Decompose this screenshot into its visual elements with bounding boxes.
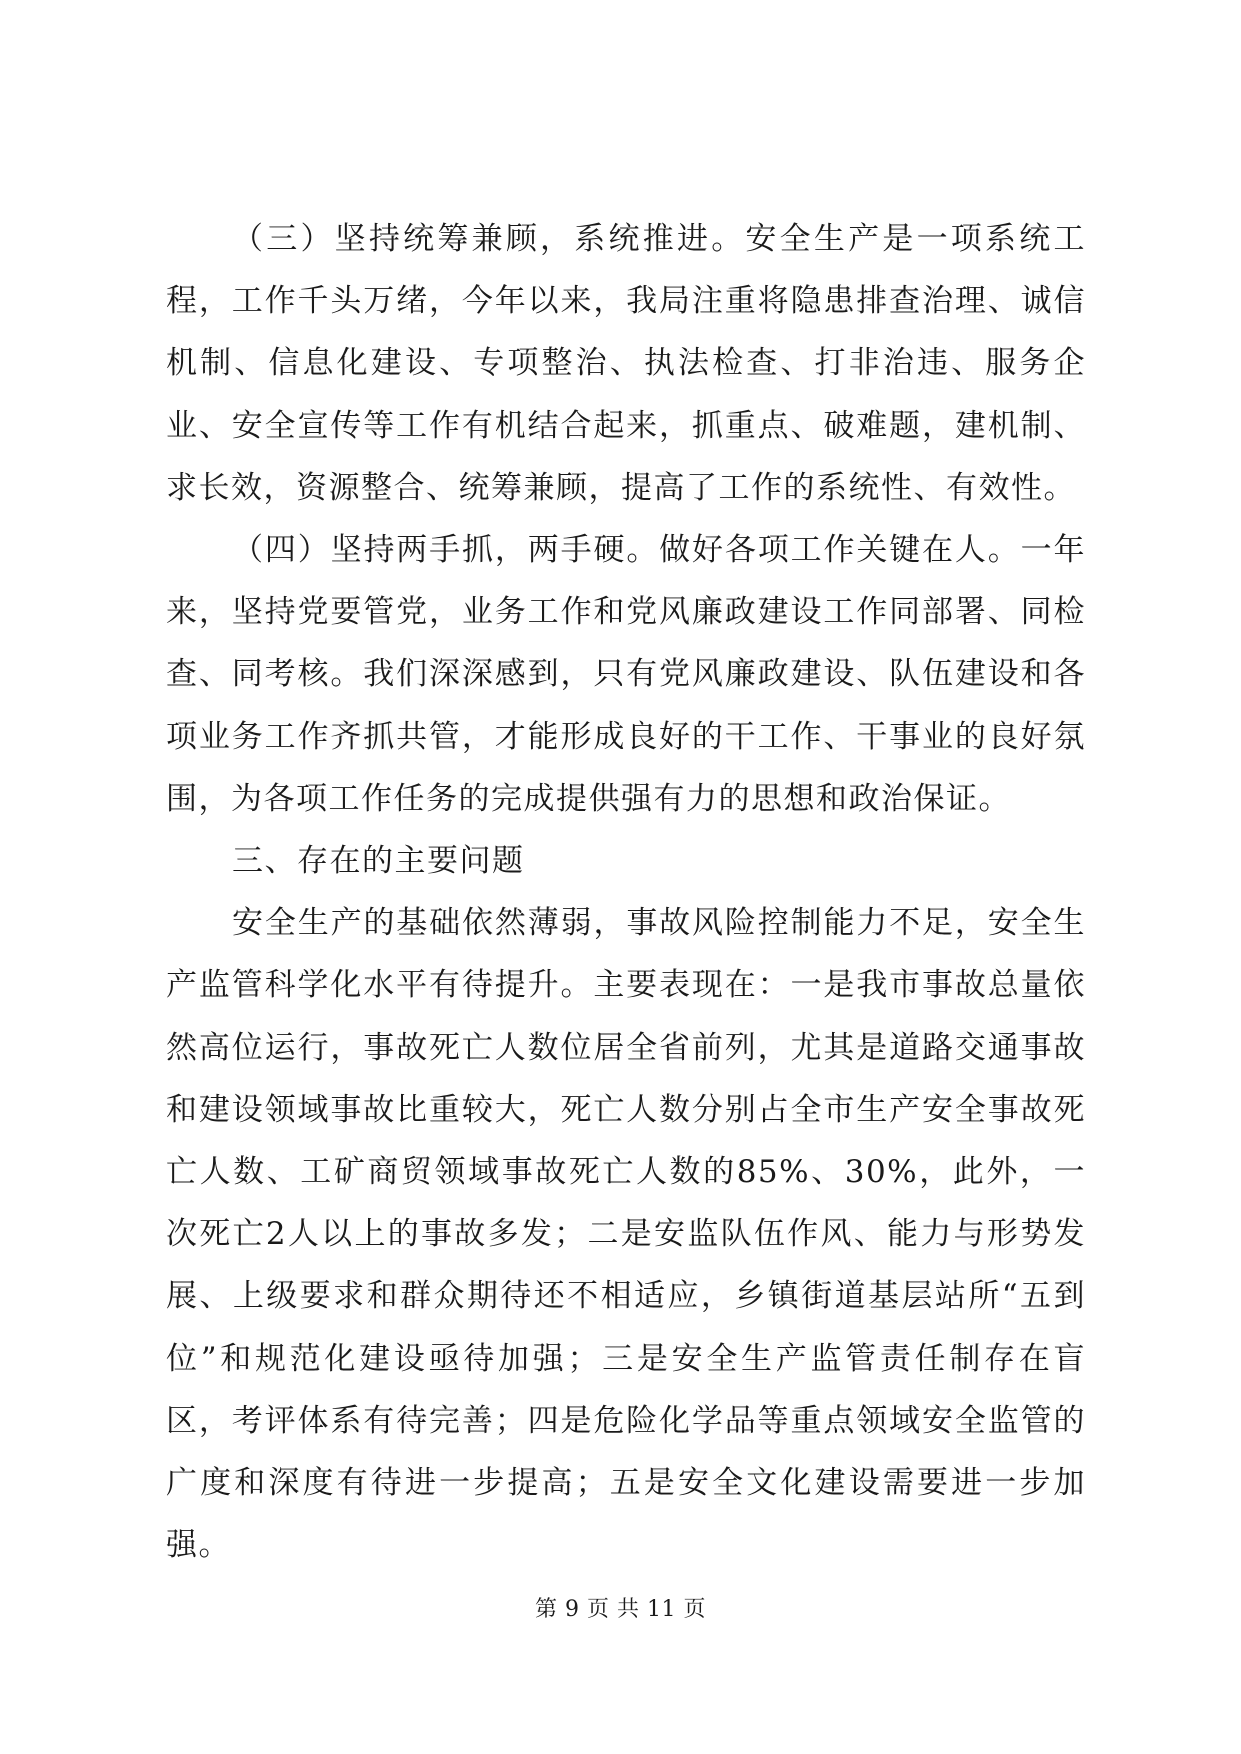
section-heading-problems: 三、存在的主要问题 [232, 843, 525, 880]
page-footer: 第 9 页 共 11 页 [535, 1597, 706, 1622]
document-body [166, 208, 1086, 1576]
paragraph-two-hands: （四）坚持两手抓，两手硬。做好各项工作关键在人。一年来，坚持党要管党，业务工作和党风廉政建设工作同部署、同检查、同考核。我们深深感到，只有党风廉政建设、队伍建设和各项业务工作齐抓共管，才能形成良好的干工作、干事业的良好氛围，为各项工作任务的完成提供强有力的思想和政治保证。 [166, 532, 1086, 817]
paragraph-problems: 安全生产的基础依然薄弱，事故风险控制能力不足，安全生产监管科学化水平有待提升。主要表现在：一是我市事故总量依然高位运行，事故死亡人数位居全省前列，尤其是道路交通事故和建设领域事故比重较大，死亡人数分别占全市生产安全事故死亡人数、工矿商贸领域事故死亡人数的85%、30%，此外，一次死亡2人以上的事故多发；二是安监队伍作风、能力与形势发展、上级要求和群众期待还不相适应，乡镇街道基层站所“五到位”和规范化建设亟待加强；三是安全生产监管责任制存在盲区，考评体系有待完善；四是危险化学品等重点领域安全监管的广度和深度有待进一步提高；五是安全文化建设需要进一步加强。 [166, 905, 1086, 1564]
paragraph-coordination: （三）坚持统筹兼顾，系统推进。安全生产是一项系统工程，工作千头万绪，今年以来，我局注重将隐患排查治理、诚信机制、信息化建设、专项整治、执法检查、打非治违、服务企业、安全宣传等工作有机结合起来，抓重点、破难题，建机制、求长效，资源整合、统筹兼顾，提高了工作的系统性、有效性。 [166, 221, 1086, 506]
